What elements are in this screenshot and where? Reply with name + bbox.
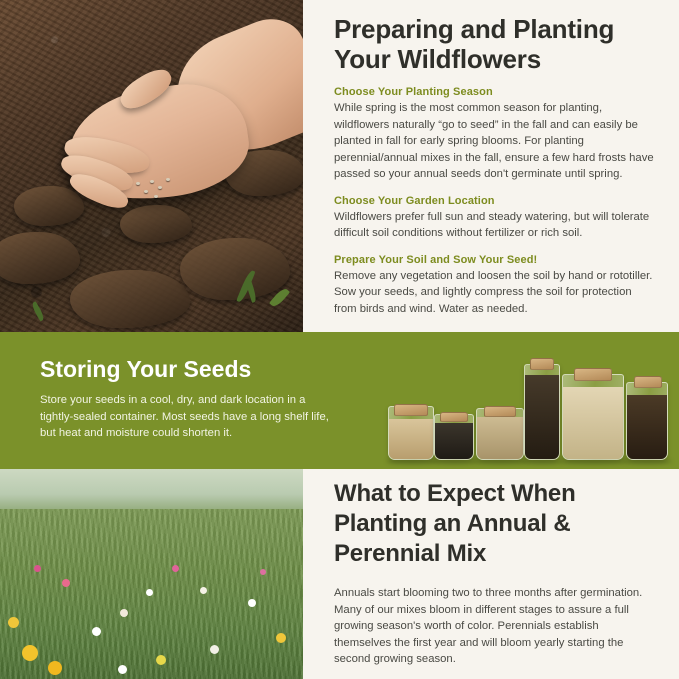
body-prepare-soil: Remove any vegetation and loosen the soil by hand or rototiller. Sow your seeds, and lightly compress the soil for protection from birds and wind. Water as needed. — [334, 269, 653, 315]
jar-contents — [435, 423, 473, 459]
cork-stopper — [574, 368, 612, 381]
flower-pink — [62, 579, 70, 587]
flower-white — [146, 589, 153, 596]
body-garden-location: Wildflowers prefer full sun and steady watering, but will tolerate difficult soil conditions without fertilizer or rich soil. — [334, 210, 650, 239]
cork-stopper — [634, 376, 662, 388]
flower-yellow — [8, 617, 19, 628]
seed — [158, 186, 162, 189]
storing-body: Store your seeds in a cool, dry, and dark location in a tightly-sealed container. Most seeds have a long shelf life, but heat and moisture could shorten it. — [40, 394, 329, 439]
flower-pink — [34, 565, 41, 572]
seed — [136, 182, 140, 185]
hand — [58, 30, 303, 220]
jar-tall-dark-seeds — [524, 364, 560, 460]
section-what-to-expect — [0, 469, 679, 679]
body-planting-season: While spring is the most common season for planting, wildflowers naturally “go to seed” in the fall and can easily be planted in fall for early spring blooms. For planting perennial/annual mixes in the fall, ensure a few hard frosts have passed so your annual seeds don't germinate until spring. — [334, 102, 654, 180]
preparing-title: Preparing and Planting Your Wildflowers — [334, 14, 615, 74]
hand-sowing-seeds-photo — [0, 0, 303, 332]
soil-clump — [180, 238, 290, 300]
subhead-prepare-soil: Prepare Your Soil and Sow Your Seed! — [334, 253, 538, 266]
subhead-planting-season: Choose Your Planting Season — [334, 86, 493, 98]
expect-body: Annuals start blooming two to three months after germination. Many of our mixes bloom in different stages to assure a full growing season's worth of color. Perennials establish themselves the first year and will bloom yearly starting the second growing season. — [334, 587, 643, 665]
glass-jars-of-seeds-photo — [378, 338, 668, 466]
seed — [144, 190, 148, 193]
flower-pink — [260, 569, 266, 575]
storing-text-column — [40, 356, 340, 442]
flower-pink — [172, 565, 179, 572]
flower-yellow — [156, 655, 166, 665]
jar-contents — [389, 419, 433, 459]
jar-large-pale-seeds — [562, 374, 624, 460]
flower-white — [92, 627, 101, 636]
expect-title: What to Expect When Planting an Annual & Perennial Mix — [334, 480, 576, 567]
jar-right-dark-seeds — [626, 382, 668, 460]
flower-white — [118, 665, 127, 674]
section-preparing-planting — [0, 0, 679, 332]
expect-text-column — [318, 475, 679, 679]
flower-yellow — [22, 645, 38, 661]
section-storing-seeds — [0, 332, 679, 469]
cork-stopper — [394, 404, 428, 416]
flower-white — [210, 645, 219, 654]
seed — [154, 195, 158, 198]
flower-white — [248, 599, 256, 607]
seed — [166, 178, 170, 181]
jar-contents — [477, 417, 523, 459]
storing-title: Storing Your Seeds — [40, 356, 252, 382]
cork-stopper — [530, 358, 554, 370]
flower-white — [200, 587, 207, 594]
wildflower-meadow-photo — [0, 469, 303, 679]
preparing-text-column — [318, 0, 679, 332]
jar-contents — [525, 375, 559, 459]
flower-yellow — [48, 661, 62, 675]
subhead-garden-location: Choose Your Garden Location — [334, 194, 495, 207]
cork-stopper — [484, 406, 516, 417]
cork-stopper — [440, 412, 468, 422]
flower-yellow — [276, 633, 286, 643]
jar-contents — [627, 395, 667, 459]
seed — [150, 180, 154, 183]
flower-white — [120, 609, 128, 617]
soil-clump — [70, 270, 190, 328]
jar-contents — [563, 387, 623, 459]
